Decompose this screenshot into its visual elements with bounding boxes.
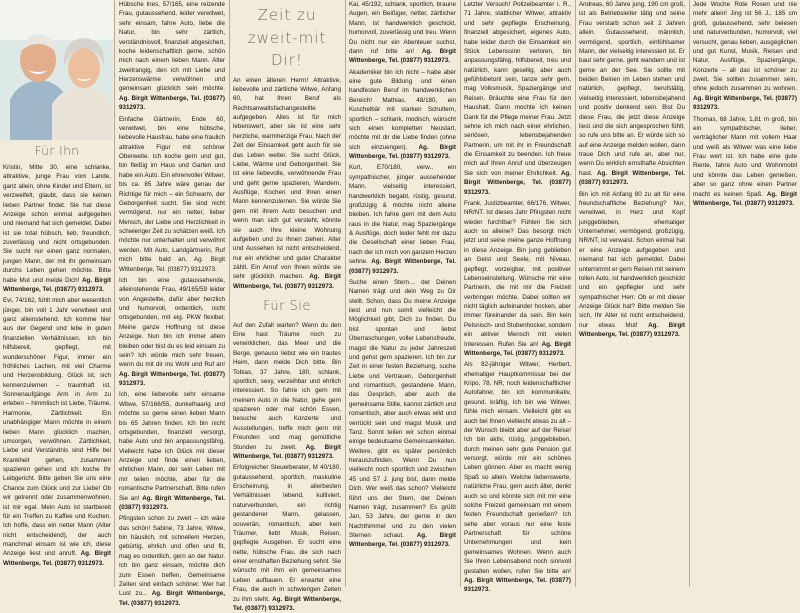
ad-text: Thomas, 68 Jahre, 1,81 m groß, bin ein sympathischer, lieber, verträglicher Mann mit vollem Haar und weiß als Witwer was eine liebe Frau wert ist. Ich habe eine gute Rente, fahre Auto und Wohnmobil und könnte das Leben genießen, aber so ganz ohne einen Partner macht es keinen Spaß. Ag. Birgit Wittenberge, Tel. (03877) 9312973. xyxy=(693,115,797,207)
ad-text: Als 82-jähriger Witwer, Herbert, ehemaliger Hauptkommissar bei der Kripo, 78, NR, noch leidenschaftlicher Autofahrer, bin ich kommunikativ, gesund, kräftig, Ich bin wie Witwer, fühle mich einsam. Vielleicht gibt es auch bei Ihnen vielleicht etwas zu alt – der Wunsch bleibt aber auf der Reise! Ich bin aktiv, rüstig, junggeblieben, durch meinen sehr gute Pension gut versorgt, würde mir ein schönes Leben gönnen. Aber es macht wenig Spaß so allein. Welche liebenswerte, natürliche Frau, gern auch älter, denkt auch so und könnte sich mit mir eine solche Freizeit gemeinsam mit einem festen Freundschaft genießen? Ich sehe aber voraus nur eine feste Partnerschaft für schöne Unternehmungen und kein gemeinsames Wohnen. Wenn auch Sie Ihren Lebensabend noch sinnvoll gestalten wollen, rufen Sie bitte an! Ag. Birgit Wittenberge, Tel. (03877) 9312973. xyxy=(464,361,571,594)
section-title-for-her: Für Sie xyxy=(263,299,311,315)
page-headline: Zeit zu zweit-mit Dir! xyxy=(247,6,327,69)
ad-text: Einfache Gärtnerin, Ende 60, verwitwet, bin eine hübsche, liebevolle Hausfrau, habe eine fraulich attraktive Figur mit schöner Oberweite. Ich koche gern und gut, bin fleißig im Haus und Garten und habe ein Auto. Ein ehrenvoller Witwer, bis ca. 85 Jahre wäre genau der Richtige für mich – ein Schwarm, der Geborgenheit sucht. Sie sind nicht vermögend, nur ein netter, lieber Mensch, der Liebe und Herzlichkeit in schwieriger Zeit zu schätzen weiß. Ich möchte nur unterhalten und verwöhnt werden. Mit Auto, Landgärtnerin, Ruf mich bitte bald an, Ag. Birgit Wittenberge, Tel. (03877) 9312973. xyxy=(119,115,225,273)
column-1 xyxy=(0,142,114,587)
ad-text: Jede Woche Rote Rosen und nie mehr allein! Jing ist 56 J., 185 cm groß, gutaussehend, sehr belesen und naturverbunden, humorvoll, viel versucht, genau lieben, ausgeglichen und gut Kunst, Musik, Reisen und Natur, Ausflüge, Spaziergänge, Konzerte – all das ist schöner zu zweit. Sie sollten zusammen sein, ohne jedoch zusammen zu wohnen. Ag. Birgit Wittenberge, Tel. (03877) 9312973. xyxy=(693,1,797,112)
ad-text: Akademiker bin ich nicht – habe aber eine gute Bildung und einen handfesten Beruf im handwerklichen Bereich! Mathias, 48/180, ein Kuschelbär mit starken Schultern, sportlich – schlank, modisch, wünscht sich einen kompletten Neustart, möchte mit dir die Liebe finden (ohne sich einzuengen). Ag. Birgit Wittenberge, Tel. (03877) 9312973. xyxy=(349,68,456,160)
ad-text: Kurt, E70/180, verw., ein sympathischer, jünger aussehender Mann, vielseitig interessiert, handwerklich begabt, rüstig, gesund, großzügig & möchte nicht alleine bleiben. Ich fahre gern mit dem Auto raus in die Natur, mag Spaziergänge & Ausflüge, doch leider fehlt mir dazu die Gesellschaft einer lieben Frau, nach der ich mich von ganzem Herzen sehne. Ag. Birgit Wittenberge, Tel. (03877) 9312973. xyxy=(349,164,456,275)
column-5 xyxy=(461,0,574,594)
column-3 xyxy=(230,0,344,612)
column-6 xyxy=(576,0,688,587)
ad-text: Letzter Versuch! Polizeibeamter i. R., 71 Jahre, stattlicher Witwer, attraktiv und sehr gepflegte Erscheinung, finanziell abgesichert, eigenes Auto, habe leider durch die Einsamkeit ein Stück Lebenssinn verloren, bin anpassungsfähig, hilfsbereit, treu und natürlich, kann gesellig, aber auch gefühlsbetont sein, tanze sehr gern, mag Volksmusik, Spaziergänge und Reisen. Bräuchte eine Frau für den Haushalt. Dann mochte ich keinen Dank für die Pflege meiner Frau. Jetzt sehne ich mich nach einer ehrlichen, seriösen, lebensbejahenden Partnerin, um mit ihr in Freundschaft die Einsamkeit zu beenden. Ich freue mich auf Ihren Anruf und überzeugen Sie sich von meiner Ehrlichkeit. Ag. Birgit Wittenberge, Tel. (03877) 9312973. xyxy=(464,1,571,196)
ad-text: Erfolgreicher Steuerberater, M 40/180, gutaussehend, sportlich, maskuline Erscheinung, in allerbesten Verhältnissen lebend, kultiviert, naturverbunden, ein richtig gestandener Mann, gelassen, souverän, romantisch, aber kein Träumer, liebt Musik, Reisen, gepflegte Ausgehen. Er sucht eine nette, hübsche Frau, die sich nach einer ernsthaften Beziehung sehnt. Sie wünscht mit ihm ein gemeinsames Leben aufbauen. Er erwartet eine Frau, die auch in schwierigen Zeiten zu ihm steht. Ag. Birgit Wittenberge, Tel. (03877) 9312973. xyxy=(233,464,341,612)
ad-text: Auf den Zufall warten? Wenn du den Eine hast Träume noch zu verwirklichen, das Meer und die Berge, genauso liebst wie ein trautes Heim, dann melde Dich bitte. Bin Tobias, 37 Jahre, 180, schlank, sportlich, sexy, verzeihbar und ehrlich interessiert. So fahre ich gern mit meinem Auto in die Natur, gehe gern spazieren oder mal schön Essen, besuche auch Konzerte und Ausstellungen, treffe mich gern mit Freunden und mag gemütliche Stunden zu zweit. Ag. Birgit Wittenberge, Tel. (03877) 9312973. xyxy=(233,321,341,460)
ad-text: Pfingsten schon zu zweit – ich wäre das schön! Sabine, 73 Jahre, Witwe, bin häuslich, mit schnellem Herzen, gebürtig, ehrlich und offen und fit, mag es ordentlich, gern an der Natur. Ich bin ganz einsam, möchte dich zum Essen treffen, Gemeinsame Zeiten sind einfach schöner. Wer hat Lust zu... Ag. Birgit Wittenberge, Tel. (03877) 9312973. xyxy=(119,515,225,607)
ad-text: An einen älteren Herrn! Attraktive, liebevolle und zärtliche Witwe, Anfang 60, hat Ihren Beruf als Rechtsanwaltsfachangestellte aufgegeben. Alles ist für mich lebenswert, aber sie ist eine sehr herzliche, warmherzige Frau. Nach der Zeit der Einsamkeit geht auch für sie das Leben weiter. Sie sucht Glück, Liebe, Wärme und Geborgenheit. Sie ist eine liebevolle, verwöhnende Frau und geht gerne spazieren, Wandern, Ausflüge, Kochen und Ihren einen Mann kennenzulernen. Sie würde Sie gern mit ihrem Auto besuchen und wenn man sich gut versteht, könnte sie auch Ihre kleine Wohnung aufgeben und zu Ihnen ziehen. Alter und Aussehen ist nicht entscheidend, nur ein ehrlicher und guter Charakter zählt. Ein Anruf von Ihnen würde sie sehr glücklich machen. Ag. Birgit Wittenberge, Tel. (03877) 9312973. xyxy=(233,76,341,290)
column-divider xyxy=(114,0,115,587)
column-2 xyxy=(116,0,228,607)
column-4 xyxy=(346,0,459,587)
column-7 xyxy=(690,0,800,587)
ad-text: Kai, 45/192, schlank, sportlich, braune Augen, ein Beißiger, netter, zärtlicher Mann, ist handwerklich geschickt, humorvoll, zuverlässig und treu. Wenn Du nicht nur ein Abenteuer suchst, dann ruf bitte an! Ag. Birgit Wittenberge, Tel. (03877) 9312973. xyxy=(349,1,456,65)
ad-text: Andreas, 60 Jahre jung, 190 cm groß, ist als Betriebsleiter tätig und seine Frau verstarb schon seit 2 Jahren allein. Gutaussehend, männlich, vermögend, sportlich, einfühlsamer Mann, der vielseitig interessiert ist. Er baut sehr gerne, geht wandern und ist gerne an der See. Sie sollte mit beiden Beinen im Leben stehen und natürlich, gepflegt, berufstätig, vielseitig interessiert, lebensbejahend und positiv denkend sein. Bist Du diese Frau, die jetzt diese Anzeige liest und die sich angesprochen fühlt, so rufe uns bitte an. Er würde sich so auf eine Anzeige melden wollen, dann traue Dich und rufe an, aber nur, wenn Du wirklich ernsthafte Absichten hast. Ag. Birgit Wittenberge, Tel. (03877) 9312973. xyxy=(579,1,685,187)
ad-text: Kristin, Mitte 30, eine schlanke, attraktive, junge Frau vom Lande, ganz allein, ohne Kinder und Eltern, ist verzweifelt, glaubt, dass sie keinen lieben Partner findet. Sie hat diese Anzeige schon einmal aufgegeben und niemand hat sich gemeldet. Dabei ist sie total hübsch, lieb, freundlich, zuverlässig und nicht ortsgebunden. Sie sucht nur einen ganz normalen, jungen Mann, der mit ihr gemeinsam durchs Leben gehen möchte. Bitte habe Mut und melde Dich! Ag. Birgit Wittenberge, Tel. (03877) 9312973. xyxy=(3,164,111,293)
ad-text: Ich bin eine gutaussehende, alleinstehende Frau, 49/165/59 leider von Angestellte, dafür aber herzlich und humorvoll, ordentlich, nicht ortsgebunden, mit eig. PKW flexibel. Meine ganze Hoffnung ist diese Anzeige. Nun bin ich immer allein bleiben oder bist du es leid einsam zu sein? Ich würde mich sehr freuen, wenn du mit dir ins Wohl und Ruf an! Ag. Birgit Wittenberge, Tel. (03877) 9312973. xyxy=(119,276,225,387)
ad-text: Ich, eine liebevolle sehr einsame Witwe, 57/166/55, dunkelhaarig und möchte so gerne einen lieben Mann bis 65 Jahren finden. Ich bin nicht ortsgebunden, finanziell versorgt, habe Auto und bin anpassungsfähig. Vielleicht habe ich Glück mit dieser Anzeige und finde einen lieben, ehrlichen Mann, der sein Leben mit mir teilen möchte, aber für die romantische Partnerschaft. Bitte rufen Sie an! Ag. Birgit Wittenberge, Tel. (03877) 9312973. xyxy=(119,391,225,511)
ad-text: Hübsche Ines, 57/165, eine reizende Frau, gutaussehend, leider verwitwet, sehr einsam, fahre Auto, liebe die Natur, bin sehr zärtlich, verständnisvoll, finanziell abgesichert, koche leidenschaftlich gerne, schön mich nach einem lieben Mann. Alter zweitrangig, den ich mit Liebe und Herzenswärme verwöhnen und gemeinsam glücklich sein möchte. Ag. Birgit Wittenberge, Tel. (03877) 9312973. xyxy=(119,1,225,112)
ad-text: Frank, Justizbeamter, 66/176, Witwer, NR/NT. Ist dieses Jahr Pfingsten nicht wieder furchtbar? Fühlen Sie sich auch so alleine? Das besorgt mich jetzt und seine meine ganze Hoffnung in diese Anzeige. Bin jung geblieben an Geist und Seele, mit Niveau, gepflegt, vorzeigbar, mit positiver Lebenseinstellung. Wünsche mir eine Partnerin, die mit mir die Freizeit verbringen möchte. Dabei sollten wir nicht täglich aufeinander hocken, aber immer füreinander da sein. Bin kein Pelsnisch- und Stubenhocker, sondern ein aktiver Mensch mit vielen Interessen. Rufen Sie an! Ag. Birgit Wittenberge, Tel. (03877) 9312973. xyxy=(464,199,572,357)
couple-photo xyxy=(0,0,113,140)
ad-text: Suche einen Stern… der Deinen Namen trägt und dein Weg zu Dir stellt. Schon, dass Du meine Anzeige liest und nun somit vielleicht die Möglichkeit gibt, Dich zu finden. Du bist spontan und liebst Überraschungen, voller Lebensfreude, magst die Natur zu jeder Jahreszeit und gehst gern spazieren. Ich bin zur Zeit in einer festen Beziehung, suche Liebe und Vertrauen, Geborgenheit und romantisch, gestandene Mann, das Gespräch, aber auch die gemeinsame Stille, kannst zärtlich und romantisch, aber auch etwas wild und verrückt sein und magst Musik und Tanz. Sonnt teilen wir schon einmal einige bedeutsame Gemeinsamkeiten. Weitere, gibt es später persönlich herauszufinden. Wenn Du nun vielleicht noch sportlich und zwischen 45 und 57 J. jung bist, dann melde Dich. Wer weiß das schon? Vielleicht führt uns der Stern, der Deinen Namen trägt, zusammen? Es grüßt Jan, 53 Jahre, der gerne in den Nachthimmel und zu den vielen Sternen schaut. Ag. Birgit Wittenberge, Tel. (03877) 9312973. xyxy=(349,278,457,549)
section-title-for-him: Für Ihn xyxy=(34,144,80,158)
ad-text: Bin ich mit Anfang 80 zu alt für eine freundschaftliche Beziehung? Nur, verwitwet, in Herz und Kopf junggeblieben, ehemaliger Unternehmer, vermögend, großzügig, NR/NT, ist verwaist. Schon einmal hat er eine Anzeige aufgegeben und niemand hat sich gemeldet. Dabei unternimmt er gern Reisen mit seinem tollen Auto, ist handwerklich geschickt und ein gepflegter und sehr sympathischer Herr. Ob er mit dieser Anzeige Glück hat? Bitte melden Sie sich, Ihr Alter ist nicht entscheidend, nur etwas Mut! Ag. Birgit Wittenberge, Tel. (03877) 9312973. xyxy=(579,190,685,339)
ad-text: Evi, 74/162, fühlt mich aber wesentlich jünger, bin voll 1 Jahr verwitwet und ganz alleinstehend. Ich komme hier aus der Gegend und lebe in guten finanziellen Verhältnissen. Ich bin hilfsbereit, gepflegt, mit wunderschöner Figur, immer ein fröhliches Lachen, mit viel Charme und Herzensbildung. Glück ist, sich kennenzulernen – traumhaft ist, Sonnenaufgänge Arm in Arm zu erleben – himmlisch ist Liebe, Träume, Harmonie, Zärtlichkeit. Ein unabhängiger Mann möchte in einem lieben Mann glücklich machen, umsorgen, verwöhnen. Zärtlichkeit, Liebe und Verständnis sind Hilfe bei Krankheit gehen, zusammen spazieren gehen und ich koche Ihr Leibgericht. Bitte geben Sie uns eine Chance zum Glück und zur Liebe! Ob wir getrennt oder zusammenwohnen, ist mir egal. Mein Auto ist startbereit für ein Treffen zu Kaffee und Kuchen. Ich hoffe, dass ein netter Mann (Alter nicht entscheidend), der auch manchmal einsam ist wie ich, diese Anzeige liest und anruft. Ag. Birgit Wittenberge, Tel. (03877) 9312973. xyxy=(3,297,111,567)
